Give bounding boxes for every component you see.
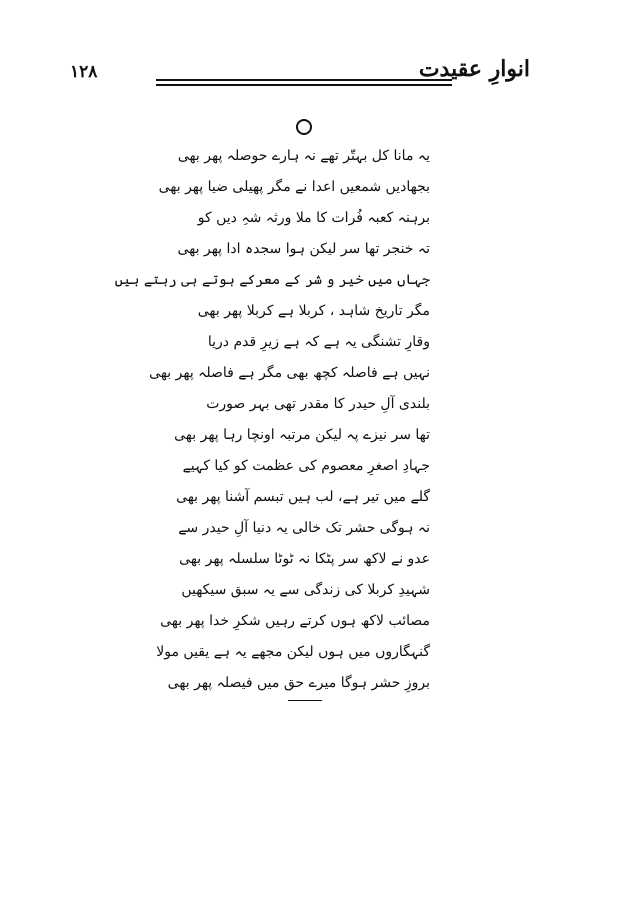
verse-line: گلے میں تیر ہے، لب ہیں تبسم آشنا پھر بھی xyxy=(176,489,430,505)
verse-line: عدو نے لاکھ سر پٹکا نہ ٹوٹا سلسلہ پھر بھی xyxy=(179,551,430,567)
verse-line: بجھادیں شمعیں اعدا نے مگر پھیلی ضیا پھر بھی xyxy=(158,179,430,195)
verse-line: مصائب لاکھ ہوں کرتے رہیں شکرِ خدا پھر بھی xyxy=(160,613,430,629)
verse-line: تہ خنجر تھا سر لیکن ہوا سجدہ ادا پھر بھی xyxy=(177,241,430,257)
verse-line: نہ ہوگی حشر تک خالی یہ دنیا آلِ حیدر سے xyxy=(178,520,430,536)
verse-line: گنہگاروں میں ہوں لیکن مجھے یہ ہے یقیں مولا xyxy=(156,644,430,660)
verse-line: مگر تاریخ شاہد ، کربلا ہے کربلا پھر بھی xyxy=(197,303,430,319)
page-number: ۱۲۸ xyxy=(70,62,98,82)
header-rule xyxy=(156,79,452,81)
header-rule xyxy=(156,84,452,86)
page-header xyxy=(0,0,618,100)
verse-line: بروزِ حشر ہوگا میرے حق میں فیصلہ پھر بھی xyxy=(167,675,430,691)
circle-ornament-icon xyxy=(296,119,312,135)
verse-line: یہ مانا کل بہتّر تھے نہ ہارے حوصلہ پھر بھی xyxy=(177,148,430,164)
verse-line: شہیدِ کربلا کی زندگی سے یہ سبق سیکھیں xyxy=(181,582,430,598)
verse-line: جہاں میں خیر و شر کے معرکے ہوتے ہی رہتے ہیں xyxy=(114,272,430,288)
verse-line: نہیں ہے فاصلہ کچھ بھی مگر ہے فاصلہ پھر بھی xyxy=(149,365,430,381)
verse-line: وقارِ تشنگی یہ ہے کہ ہے زیرِ قدم دریا xyxy=(207,334,430,350)
book-title: انوارِ عقیدت xyxy=(418,56,530,82)
end-rule xyxy=(288,700,322,701)
verse-line: تھا سر نیزے پہ لیکن مرتبہ اونچا رہا پھر بھی xyxy=(174,427,430,443)
verse-line: برہنہ کعبہ فُرات کا ملا ورثہ شہِ دیں کو xyxy=(197,210,430,226)
verse-line: جہادِ اصغرِ معصوم کی عظمت کو کیا کہیے xyxy=(182,458,430,474)
verse-line: بلندی آلِ حیدر کا مقدر تھی بہر صورت xyxy=(206,396,430,412)
